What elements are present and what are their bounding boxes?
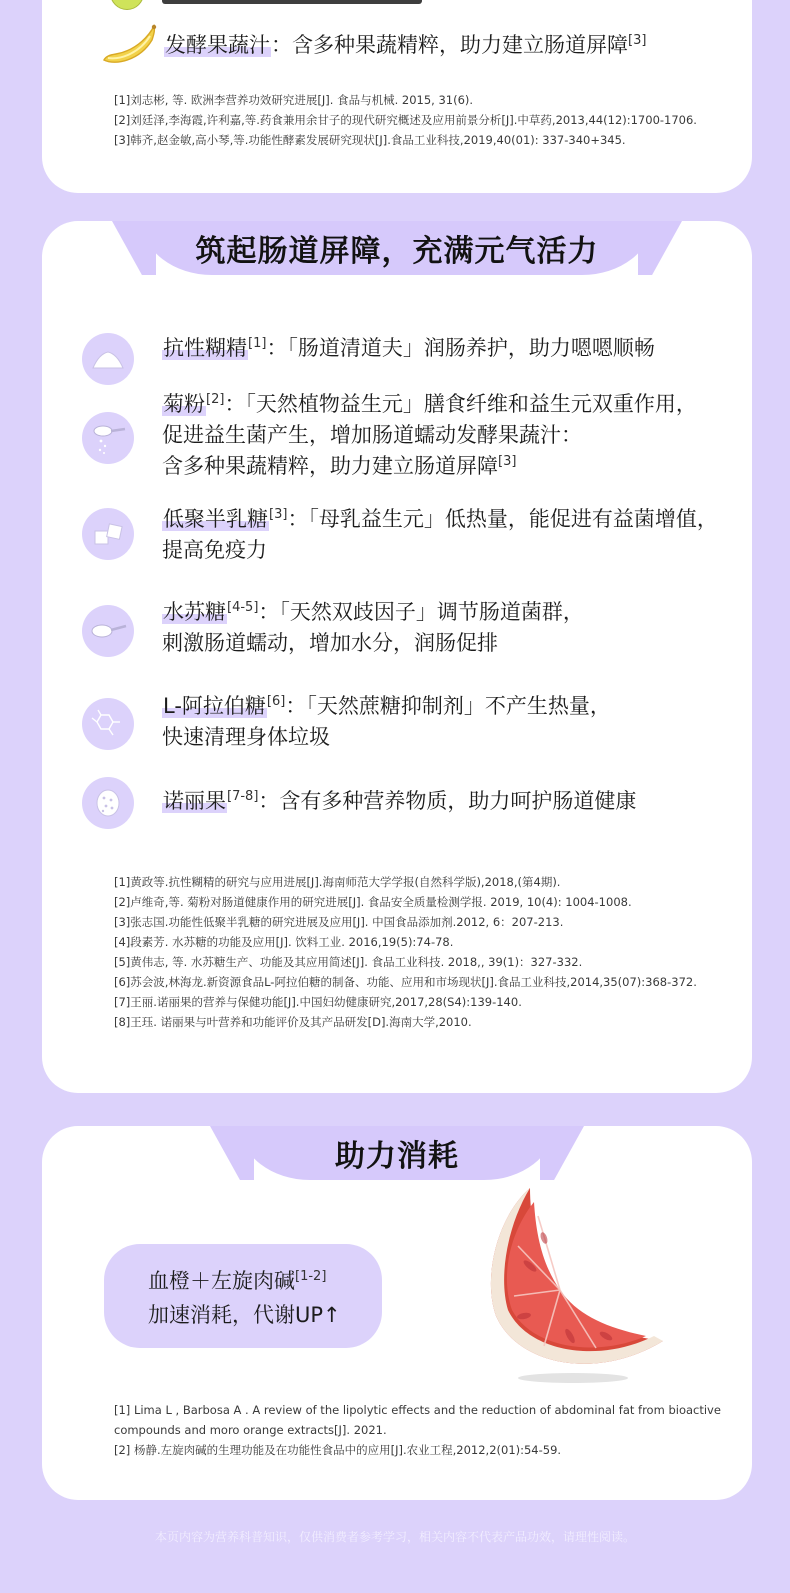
disclaimer-text: 本页内容为营养科普知识，仅供消费者参考学习，相关内容不代表产品功效，请理性阅读。 (154, 1530, 635, 1544)
blood-orange-icon (478, 1176, 678, 1386)
spoon-icon (82, 412, 134, 464)
ingredient-name: 发酵果蔬汁 (165, 33, 270, 57)
fruit-icon-partial (110, 0, 144, 10)
gut-barrier-card (42, 221, 752, 1093)
references-list (114, 90, 697, 150)
reference-item: [2]刘廷泽,李海霞,许利嘉,等.药食兼用余甘子的现代研究概述及应用前景分析[J].中草药,2013,44(12):1700-1706. (114, 113, 697, 127)
reference-item: [1] Lima L , Barbosa A . A review of the lipolytic eﬀects and the reduction of abdominal fat from bioactive (114, 1403, 721, 1417)
reference-item: [3]韩齐,赵金敏,高小琴,等.功能性酵素发展研究现状[J].食品工业科技,2019,40(01): 337-340+345. (114, 133, 626, 147)
fat-burn-card (42, 1126, 752, 1500)
ingredient-galacto-oligosaccharide: 低聚半乳糖[3]：「母乳益生元」低热量，能促进有益菌增值， 提高免疫力 (162, 507, 718, 562)
ingredient-desc: ：含多种果蔬精粹，助力建立肠道屏障 (271, 33, 628, 57)
ginger-banana-icon (100, 22, 160, 66)
reference-item: [1]刘志彬, 等. 欧洲李营养功效研究进展[J]. 食品与机械. 2015, 31(6). (114, 93, 474, 107)
section-title: 助力消耗 (240, 1126, 554, 1180)
section-title: 筑起肠道屏障，充满元气活力 (142, 221, 652, 275)
ingredient-fermented-juice (100, 22, 646, 66)
highlight-pill (104, 1244, 382, 1348)
ingredient-resistant-dextrin: 抗性糊精[1]：「肠道清道夫」润肠养护，助力嗯嗯顺畅 (163, 336, 655, 360)
reference-item: [4]段素芳. 水苏糖的功能及应用[J]. 饮料工业. 2016,19(5):74-78. (114, 935, 454, 949)
references-card-top (42, 0, 752, 193)
reference-item: [1]黄政等.抗性糊精的研究与应用进展[J].海南师范大学学报(自然科学版),2018,(第4期). (114, 875, 561, 889)
reference-item: [8]王珏. 诺丽果与叶营养和功能评价及其产品研发[D].海南大学,2010. (114, 1015, 472, 1029)
ingredient-l-arabinose: L-阿拉伯糖[6]：「天然蔗糖抑制剂」不产生热量， 快速清理身体垃圾 (162, 694, 611, 749)
references-list (114, 872, 697, 1032)
partial-text-cut (162, 0, 422, 4)
sugar-cube-icon (82, 508, 134, 560)
pill-line-2: 加速消耗，代谢UP↑ (148, 1303, 341, 1327)
reference-item: compounds and moro orange extracts[J]. 2021. (114, 1423, 387, 1437)
pill-line-1: 血橙＋左旋肉碱 (148, 1269, 295, 1293)
ingredient-stachyose: 水苏糖[4-5]：「天然双歧因子」调节肠道菌群， 刺激肠道蠕动，增加水分，润肠促排 (162, 600, 584, 655)
ref-mark: [3] (628, 33, 647, 48)
noni-fruit-icon (82, 777, 134, 829)
reference-item: [3]张志国.功能性低聚半乳糖的研究进展及应用[J]. 中国食品添加剂.2012, 6：207-213. (114, 915, 564, 929)
reference-item: [7]王丽.诺丽果的营养与保健功能[J].中国妇幼健康研究,2017,28(S4):139-140. (114, 995, 522, 1009)
ingredient-inulin: 菊粉[2]：「天然植物益生元」膳食纤维和益生元双重作用， 促进益生菌产生，增加肠道蠕动发酵果蔬汁： 含多种果蔬精粹，助力建立肠道屏障[3] (162, 392, 697, 478)
references-list (114, 1400, 721, 1460)
molecule-icon (82, 698, 134, 750)
reference-item: [5]黄伟志, 等. 水苏糖生产、功能及其应用简述[J]. 食品工业科技. 2018,, 39(1)：327-332. (114, 955, 583, 969)
reference-item: [2]卢维奇,等. 菊粉对肠道健康作用的研究进展[J]. 食品安全质量检测学报. 2019, 10(4): 1004-1008. (114, 895, 632, 909)
reference-item: [6]苏会波,林海龙.新资源食品L-阿拉伯糖的制备、功能、应用和市场现状[J].食品工业科技,2014,35(07):368-372. (114, 975, 697, 989)
reference-item: [2] 杨静.左旋肉碱的生理功能及在功能性食品中的应用[J].农业工程,2012,2(01):54-59. (114, 1443, 562, 1457)
ingredient-noni: 诺丽果[7-8]：含有多种营养物质，助力呵护肠道健康 (163, 789, 637, 813)
ref-mark: [1-2] (295, 1269, 327, 1284)
powder-icon (82, 333, 134, 385)
spoon-icon (82, 605, 134, 657)
